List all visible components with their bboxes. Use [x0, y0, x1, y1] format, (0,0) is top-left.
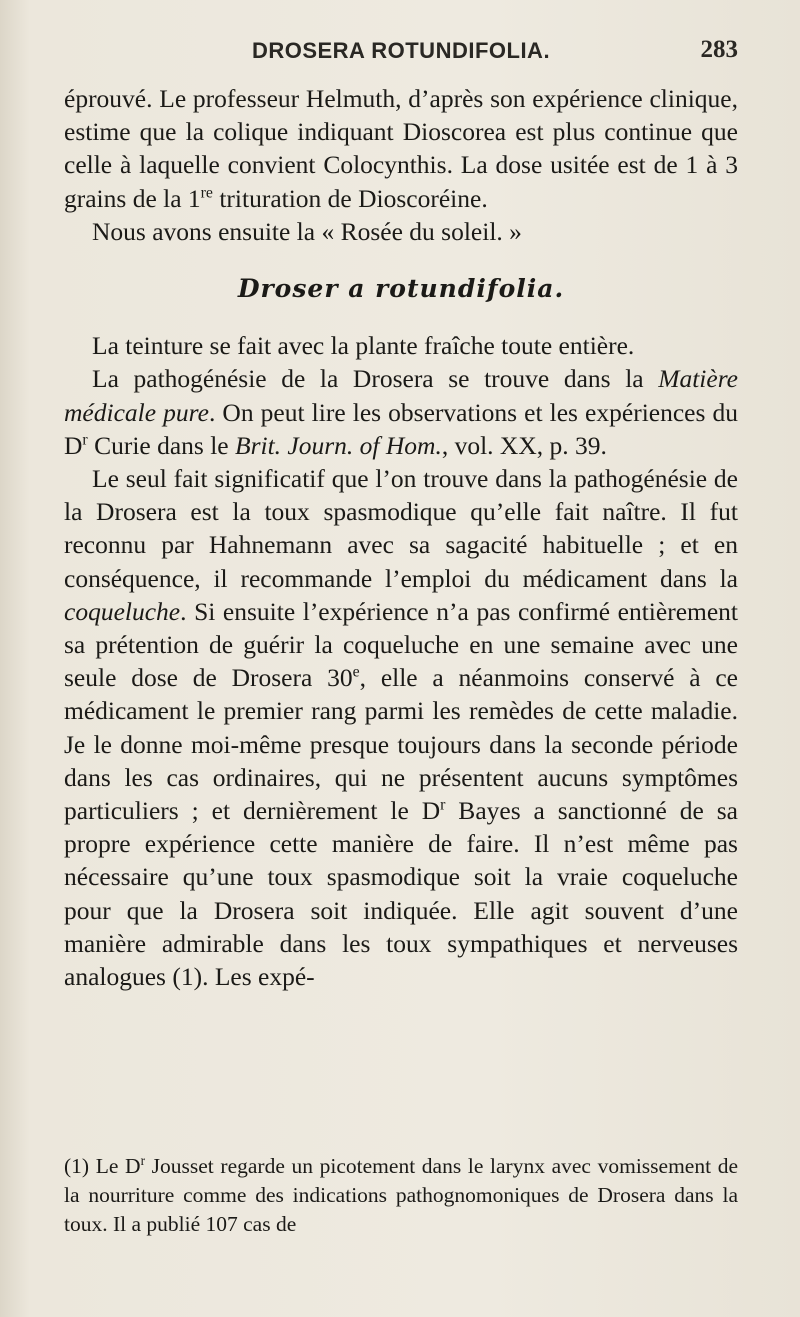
paragraph: La pathogénésie de la Drosera se trouve dans la Matière médicale pure. On peut lire les observations et les expériences du $D^r$ Curie dans le Brit. Journ. of Hom., vol. XX, p. 39. [64, 364, 738, 460]
paragraph: éprouvé. Le professeur Helmuth, d’après son expérience clinique, estime que la colique indiquant Dioscorea est plus continue que celle à laquelle convient Colocynthis. La dose usitée est de 1 à 3 grains de la 1re trituration de Dioscoréine. [64, 84, 738, 213]
footnote: (1) Le $D^r$ Jousset regarde un picotement dans le larynx avec vomissement de la nourriture comme des indications pathognomoniques de Drosera dans la toux. Il a publié 107 cas de [64, 1152, 738, 1236]
paragraph: Le seul fait significatif que l’on trouve dans la pathogénésie de la Drosera est la toux spasmodique qu’elle fait naître. Il fut reconnu par Hahnemann avec sa sagacité habituelle ; et en conséquence, il recommande l’emploi du médicament dans la coqueluche. Si ensuite l’expérience n’a pas confirmé entièrement sa prétention de guérir la coqueluche en une semaine avec une seule dose de Drosera 30e, elle a néanmoins conservé à ce médicament le premier rang parmi les remèdes de cette maladie. Je le donne moi-même presque toujours dans la seconde période dans les cas ordinaires, qui ne présentent aucuns symptômes particuliers ; et dernièrement le $D^r$ Bayes a sanctionné de sa propre expérience cette manière de faire. Il n’est même pas nécessaire qu’une toux spasmodique soit la vraie coqueluche pour que la Drosera soit indiquée. Elle agit souvent d’une manière admirable dans les toux sympathiques et nerveuses analogues (1). Les expé- [64, 464, 738, 992]
main-text [64, 82, 738, 993]
running-head [64, 38, 738, 68]
running-title: DROSERA ROTUNDIFOLIA. [251, 38, 551, 63]
section-heading: Droser a rotundifolia. [237, 274, 565, 304]
paragraph: Nous avons ensuite la « Rosée du soleil. » [92, 216, 522, 246]
page-number: 283 [700, 36, 738, 63]
paragraph: La teinture se fait avec la plante fraîche toute entière. [92, 331, 635, 361]
